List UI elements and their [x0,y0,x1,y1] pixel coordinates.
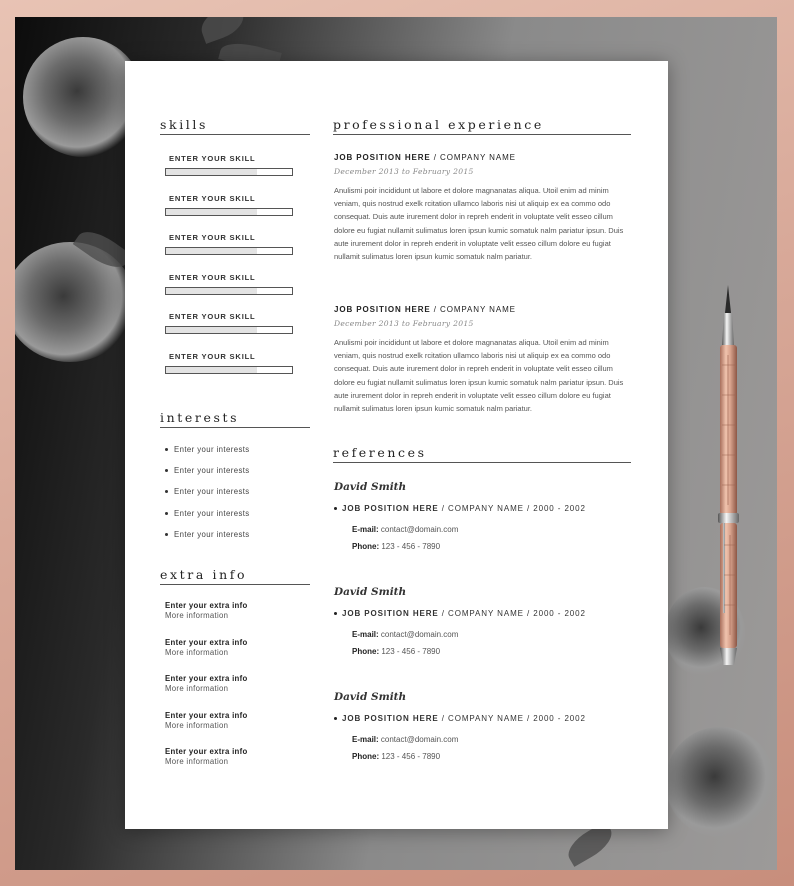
email-label: E-mail: [352,735,379,744]
reference-position: JOB POSITION HERE [342,504,439,513]
skill-label: ENTER YOUR SKILL [169,233,256,242]
bullet-icon [165,533,168,536]
job-title-line [334,305,631,314]
skill-label: ENTER YOUR SKILL [169,154,256,163]
reference-position: JOB POSITION HERE [342,714,439,723]
job-company: / COMPANY NAME [433,153,516,162]
reference-email[interactable]: contact@domain.com [380,735,459,744]
skill-label: ENTER YOUR SKILL [169,352,256,361]
reference-entry [334,586,634,656]
reference-email-line [352,525,634,534]
reference-phone-line [352,542,634,551]
interest-item [165,487,250,496]
skill-bar-fill [166,169,257,175]
extra-title: Enter your extra info [165,711,248,720]
interest-item [165,530,250,539]
extra-sub: More information [165,648,229,657]
bullet-icon [165,490,168,493]
reference-entry [334,481,634,551]
interest-text: Enter your interests [174,487,250,496]
skill-label: ENTER YOUR SKILL [169,273,256,282]
extra-sub: More information [165,757,229,766]
job-description: Anulismi poir incididunt ut labore et dolore magnanatas aliqua. Utoil enim ad minim veniam, quis nostrud exelk rcitation ullamco laboris nisi ut aliquip ex ea commo odo consequat. Duis aute irurement dolor in repreh enderit in voluptate velit esseo cillum dolore eu fugiat nullamit sulimatus loren ipsun kumic somatuk nalm pariatur ipsun. Duis aute irurement dolor in repreh enderit in voluptate velit esseo cillum dolore eu fugiat nullamit sulimatus loren ipsun kumic somatuk nalm pariatur. [334,338,624,414]
reference-phone: 123 - 456 - 7890 [381,542,441,551]
reference-phone: 123 - 456 - 7890 [381,752,441,761]
job-position: JOB POSITION HERE [334,305,431,314]
skill-bar-fill [166,209,257,215]
interest-text: Enter your interests [174,530,250,539]
skill-bar [165,287,293,295]
bullet-icon [165,448,168,451]
reference-entry [334,691,634,761]
skill-bar-fill [166,327,257,333]
flower-decoration [665,727,775,837]
job-dates: December 2013 to February 2015 [334,167,474,176]
phone-label: Phone: [352,542,380,551]
skill-bar [165,366,293,374]
job-company: / COMPANY NAME [433,305,516,314]
phone-label: Phone: [352,752,380,761]
interest-item [165,466,250,475]
skills-heading: skills [160,117,310,135]
job-description: Anulismi poir incididunt ut labore et dolore magnanatas aliqua. Utoil enim ad minim veniam, quis nostrud exelk rcitation ullamco laboris nisi ut aliquip ex ea commo odo consequat. Duis aute irurement dolor in repreh enderit in voluptate velit esseo cillum dolore eu fugiat nullamit sulimatus loren ipsun kumic somatuk nalm pariatur ipsun. Duis aute irurement dolor in repreh enderit in voluptate velit esseo cillum dolore eu fugiat nullamit sulimatus loren ipsun kumic somatuk nalm pariatur. [334,186,624,262]
reference-email-line [352,735,634,744]
extra-title: Enter your extra info [165,747,248,756]
skill-item [165,312,293,334]
skill-bar [165,208,293,216]
skill-item [165,233,293,255]
reference-company: / COMPANY NAME / 2000 - 2002 [441,609,586,618]
reference-email[interactable]: contact@domain.com [380,525,459,534]
extra-item [165,711,248,731]
email-label: E-mail: [352,630,379,639]
reference-name: David Smith [334,586,407,598]
skill-item [165,273,293,295]
interest-text: Enter your interests [174,445,250,454]
reference-email-line [352,630,634,639]
reference-company: / COMPANY NAME / 2000 - 2002 [441,714,586,723]
interest-text: Enter your interests [174,509,250,518]
phone-label: Phone: [352,647,380,656]
job-title-line [334,153,631,162]
extra-sub: More information [165,611,229,620]
interest-text: Enter your interests [174,466,250,475]
extra-item [165,638,248,658]
interest-item [165,509,250,518]
extra-info-heading: extra info [160,567,310,585]
reference-email[interactable]: contact@domain.com [380,630,459,639]
reference-phone: 123 - 456 - 7890 [381,647,441,656]
skill-bar [165,168,293,176]
extra-sub: More information [165,684,229,693]
references-heading: references [333,445,631,463]
skill-item [165,352,293,374]
skill-bar-fill [166,288,257,294]
reference-position-line [334,504,634,513]
reference-phone-line [352,647,634,656]
skill-label: ENTER YOUR SKILL [169,194,256,203]
email-label: E-mail: [352,525,379,534]
bullet-icon [165,469,168,472]
experience-heading: professional experience [333,117,631,135]
extra-item [165,747,248,767]
reference-position: JOB POSITION HERE [342,609,439,618]
bullet-icon [165,512,168,515]
leaf-decoration [197,17,249,44]
skill-label: ENTER YOUR SKILL [169,312,256,321]
skill-bar-fill [166,248,257,254]
skill-item [165,194,293,216]
reference-position-line [334,714,634,723]
job-entry [334,305,631,415]
fountain-pen-icon [711,285,746,670]
interest-item [165,445,250,454]
skill-item [165,154,293,176]
reference-name: David Smith [334,691,407,703]
interests-heading: interests [160,410,310,428]
extra-sub: More information [165,721,229,730]
skill-bar-fill [166,367,257,373]
skill-bar [165,326,293,334]
extra-title: Enter your extra info [165,638,248,647]
job-position: JOB POSITION HERE [334,153,431,162]
skill-bar [165,247,293,255]
extra-item [165,674,248,694]
job-dates: December 2013 to February 2015 [334,319,474,328]
bullet-icon [334,507,337,510]
reference-name: David Smith [334,481,407,493]
resume-page [125,61,668,829]
extra-item [165,601,248,621]
reference-company: / COMPANY NAME / 2000 - 2002 [441,504,586,513]
extra-title: Enter your extra info [165,601,248,610]
extra-title: Enter your extra info [165,674,248,683]
bullet-icon [334,612,337,615]
bullet-icon [334,717,337,720]
job-entry [334,153,631,263]
reference-phone-line [352,752,634,761]
reference-position-line [334,609,634,618]
